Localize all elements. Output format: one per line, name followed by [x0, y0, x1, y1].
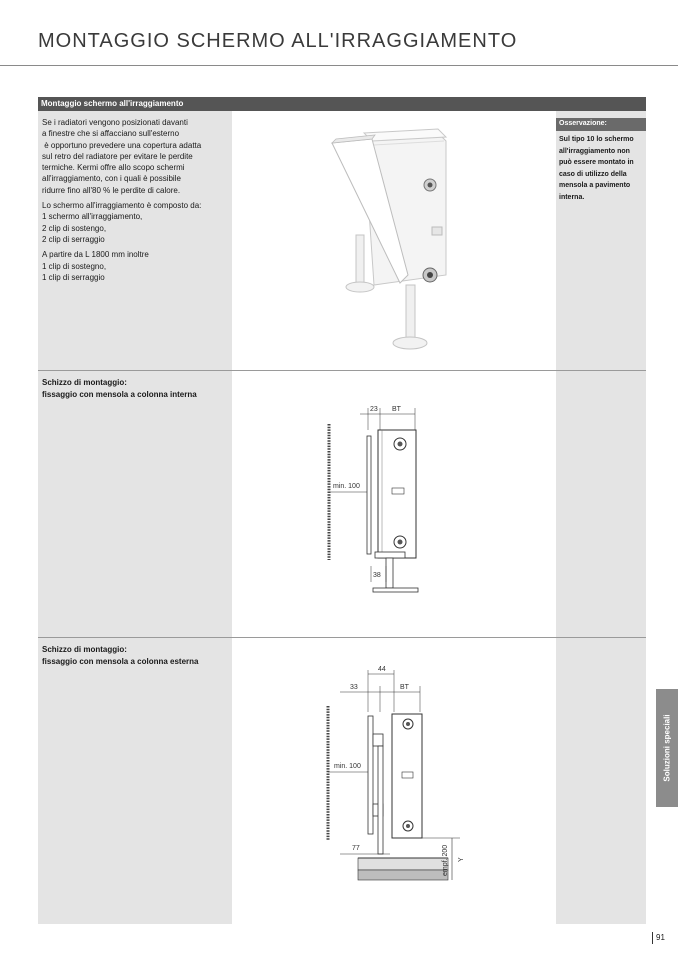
text-line: può essere montato in — [559, 159, 634, 166]
text-line: 1 clip di sostegno, — [42, 261, 107, 271]
dim-min100: min. 100 — [333, 483, 360, 490]
page-title: MONTAGGIO SCHERMO ALL'IRRAGGIAMENTO — [38, 30, 518, 52]
row-divider — [38, 370, 646, 371]
text-line: 2 clip di sostengo, — [42, 223, 107, 233]
text-line: all'irraggiamento, con i quali è possibile — [42, 174, 181, 184]
dim-empf200: empf. 200 — [442, 844, 449, 876]
sketch1-heading — [42, 377, 197, 400]
text-line: A partire da L 1800 mm inoltre — [42, 250, 149, 260]
paragraph — [42, 249, 232, 283]
sketch2-heading — [42, 644, 199, 667]
sketch1-subtitle: fissaggio con mensola a colonna interna — [42, 389, 197, 399]
dim-38: 38 — [373, 572, 381, 579]
text-line: è opportuno prevedere una copertura adatta — [42, 140, 202, 150]
paragraph — [42, 117, 232, 196]
radiator-photo — [320, 125, 460, 357]
dim-y: Y — [458, 857, 465, 862]
dim-23: 23 — [370, 406, 378, 413]
row-divider — [38, 637, 646, 638]
text-line: Lo schermo all'irraggiamento è composto da: — [42, 201, 202, 211]
sketch2-title: Schizzo di montaggio: — [42, 645, 127, 654]
page-number: 91 — [652, 932, 665, 944]
text-line: termiche. Kermi offre allo scopo schermi — [42, 163, 185, 173]
sketch1-drawing — [320, 400, 430, 595]
observation-header: Osservazione: — [556, 118, 646, 131]
text-line: Sul tipo 10 lo schermo — [559, 136, 634, 143]
right-column-bg — [556, 111, 646, 924]
dim-min100: min. 100 — [334, 763, 361, 770]
side-tab-label: Soluzioni speciali — [662, 714, 672, 782]
paragraph — [42, 200, 232, 245]
dim-77: 77 — [352, 845, 360, 852]
intro-text — [42, 117, 232, 287]
section-header: Montaggio schermo all'irraggiamento — [38, 97, 646, 111]
text-line: a finestre che si affacciano sull'esterno — [42, 129, 180, 139]
dim-44: 44 — [378, 666, 386, 673]
text-line: mensola a pavimento — [559, 182, 631, 189]
side-tab[interactable] — [656, 689, 678, 807]
text-line: ridurre fino all'80 % le perdite di calore. — [42, 185, 181, 195]
text-line: sul retro del radiatore per evitare le perdite — [42, 151, 193, 161]
sketch1-title: Schizzo di montaggio: — [42, 378, 127, 387]
dim-bt: BT — [392, 406, 401, 413]
observation-text — [559, 134, 645, 203]
text-line: interna. — [559, 193, 585, 201]
title-divider — [0, 65, 678, 66]
text-line: 1 clip di serraggio — [42, 272, 105, 282]
sketch2-drawing — [320, 662, 470, 894]
sketch2-subtitle: fissaggio con mensola a colonna esterna — [42, 656, 199, 666]
text-line: caso di utilizzo della — [559, 170, 627, 178]
dim-bt: BT — [400, 684, 409, 691]
text-line: all'irraggiamento non — [559, 147, 630, 155]
dim-33: 33 — [350, 684, 358, 691]
text-line: 2 clip di serraggio — [42, 234, 105, 244]
text-line: 1 schermo all'irraggiamento, — [42, 212, 143, 222]
text-line: Se i radiatori vengono posizionati davanti — [42, 118, 188, 127]
